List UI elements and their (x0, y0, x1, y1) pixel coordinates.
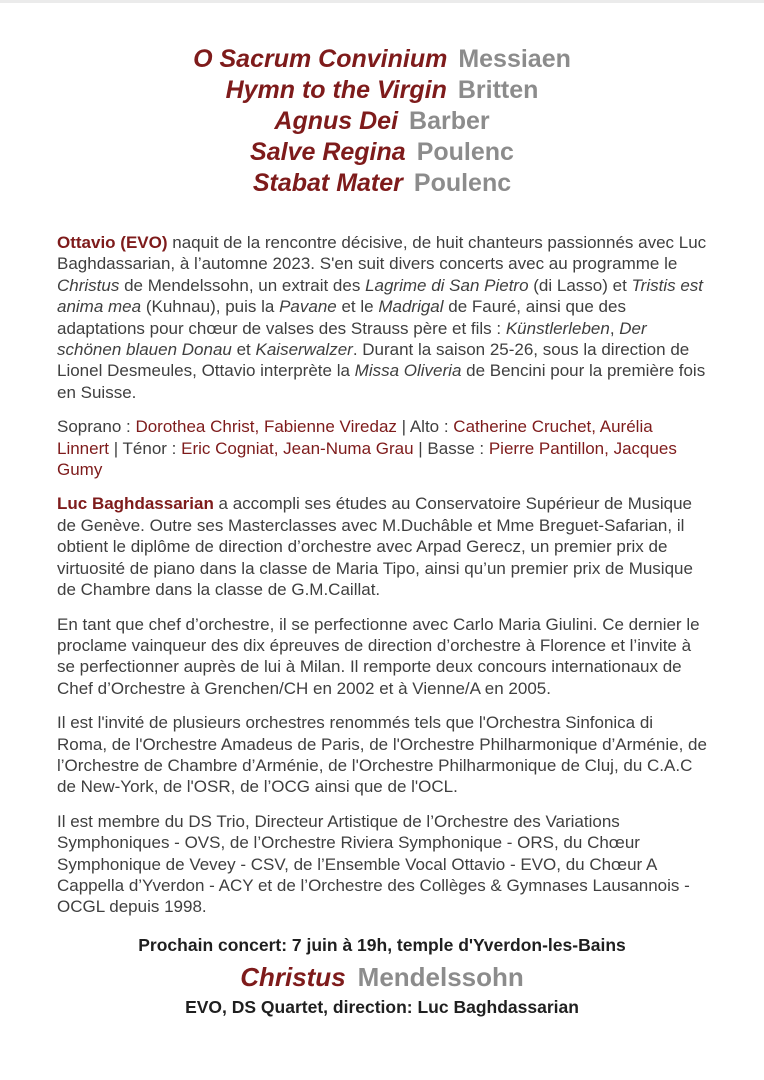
performers-line: EVO, DS Quartet, direction: Luc Baghdassarian (185, 997, 579, 1017)
text-run: Der schönen blauen Donau (57, 318, 647, 360)
text-run: Missa Oliveria (354, 361, 462, 381)
piece-title: O Sacrum Convinium (193, 45, 448, 73)
piece-title: Stabat Mater (252, 169, 403, 197)
text-run: naquit de la rencontre décisive, de huit chanteurs passionnés avec Luc Baghdassarian, à l’automne 2023. S'en suit divers concerts avec au programme le (57, 233, 707, 274)
text-run: Catherine Cruchet, Aurélia Linnert (57, 417, 653, 458)
text-run: a accompli ses études au Conservatoire Supérieur de Musique de Genève. Outre ses Masterclasses avec M.Duchâble et Mme Breguet-Safarian, il obtient le diplôme de direction d’orchestre avec Arpad Gerecz, un premier prix de virtuosité de piano dans la classe de Maria Tipo, ainsi qu’un premier prix de Musique de Chambre dans la classe de G.M.Caillat. (57, 494, 693, 600)
paragraph (57, 416, 707, 480)
text-run: Madrigal (378, 297, 444, 317)
program-item (0, 75, 764, 106)
piece-title: Salve Regina (250, 138, 406, 166)
piece-title: Agnus Dei (274, 107, 399, 135)
text-run: (di Lasso) et (528, 275, 632, 295)
paragraph (57, 811, 707, 918)
next-concert-line: Prochain concert: 7 juin à 19h, temple d'Yverdon-les-Bains (138, 935, 626, 955)
text-run: de Fauré, ainsi que des adaptations pour chœur de valses des Strauss père et fils : (57, 297, 626, 338)
text-run: Ottavio (EVO) (57, 233, 168, 252)
text-run: et le (336, 297, 379, 317)
text-run: (Kuhnau), puis la (141, 297, 280, 317)
program-item (0, 44, 764, 75)
text-run: de Mendelssohn, un extrait des (119, 275, 366, 295)
text-run: | Ténor : (108, 438, 182, 458)
text-run: Pavane (279, 297, 337, 317)
text-run: Il est membre du DS Trio, Directeur Artistique de l’Orchestre des Variations Symphoniques - OVS, de l’Orchestre Riviera Symphonique - ORS, du Chœur Symphonique de Vevey - CSV, de l’Ensemble Vocal Ottavio - EVO, du Chœur A Cappella d’Yverdon - ACY et de l’Orchestre des Collèges & Gymnases Lausannois - OCGL depuis 1998. (57, 811, 690, 917)
text-run: En tant que chef d’orchestre, il se perfectionne avec Carlo Maria Giulini. Ce dernier le proclame vainqueur des dix épreuves de direction d’orchestre à Florence et l’invite à se perfectionner auprès de lui à Milan. Il remporte deux concours internationaux de Chef d’Orchestre à Grenchen/CH en 2002 et à Vienne/A en 2005. (57, 614, 700, 698)
text-run: Soprano : (57, 417, 136, 437)
program-item (0, 168, 764, 199)
text-run: | Basse : (413, 438, 489, 458)
piece-composer: Britten (457, 76, 539, 104)
text-run: et (231, 340, 256, 360)
text-run: Dorothea Christ, Fabienne Viredaz (135, 417, 397, 437)
piece-composer: Poulenc (416, 138, 514, 166)
program-notes (57, 232, 707, 931)
text-run: | Alto : (396, 417, 454, 437)
text-run: de Bencini pour la première fois en Suisse. (57, 361, 706, 402)
text-run: , (609, 318, 620, 338)
piece-composer: Poulenc (413, 169, 512, 197)
program-item (0, 106, 764, 137)
text-run: Kaiserwalzer (255, 340, 353, 360)
text-run: Eric Cogniat, Jean-Numa Grau (181, 438, 414, 458)
next-concert-footer (0, 934, 764, 1019)
paragraph (57, 712, 707, 798)
next-concert-work-line (0, 960, 764, 994)
text-run: Tristis est anima mea (57, 275, 704, 317)
next-work-title: Christus (240, 962, 346, 992)
page-top-edge (0, 0, 764, 3)
text-run: Luc Baghdassarian (57, 494, 214, 514)
text-run: Il est l'invité de plusieurs orchestres renommés tels que l'Orchestra Sinfonica di Roma, de l'Orchestre Amadeus de Paris, de l'Orchestre Philharmonique d’Arménie, de l’Orchestre de Chambre d’Arménie, de l'Orchestre Philharmonique de Cluj, du C.A.C de New-York, de l'OSR, de l’OCG ainsi que de l'OCL. (57, 713, 707, 797)
text-run: Künstlerleben (505, 318, 610, 338)
piece-composer: Messiaen (458, 45, 571, 73)
paragraph (57, 493, 707, 600)
text-run: Christus (57, 275, 120, 295)
program-item (0, 137, 764, 168)
program-list (0, 44, 764, 199)
next-work-composer: Mendelssohn (357, 962, 524, 992)
text-run: Pierre Pantillon, Jacques Gumy (57, 438, 677, 480)
text-run: Lagrime di San Pietro (365, 275, 529, 295)
text-run: . Durant la saison 25-26, sous la direction de Lionel Desmeules, Ottavio interprète la (57, 340, 690, 381)
piece-composer: Barber (409, 107, 490, 135)
paragraph (57, 232, 707, 403)
paragraph (57, 614, 707, 700)
piece-title: Hymn to the Virgin (225, 76, 447, 104)
